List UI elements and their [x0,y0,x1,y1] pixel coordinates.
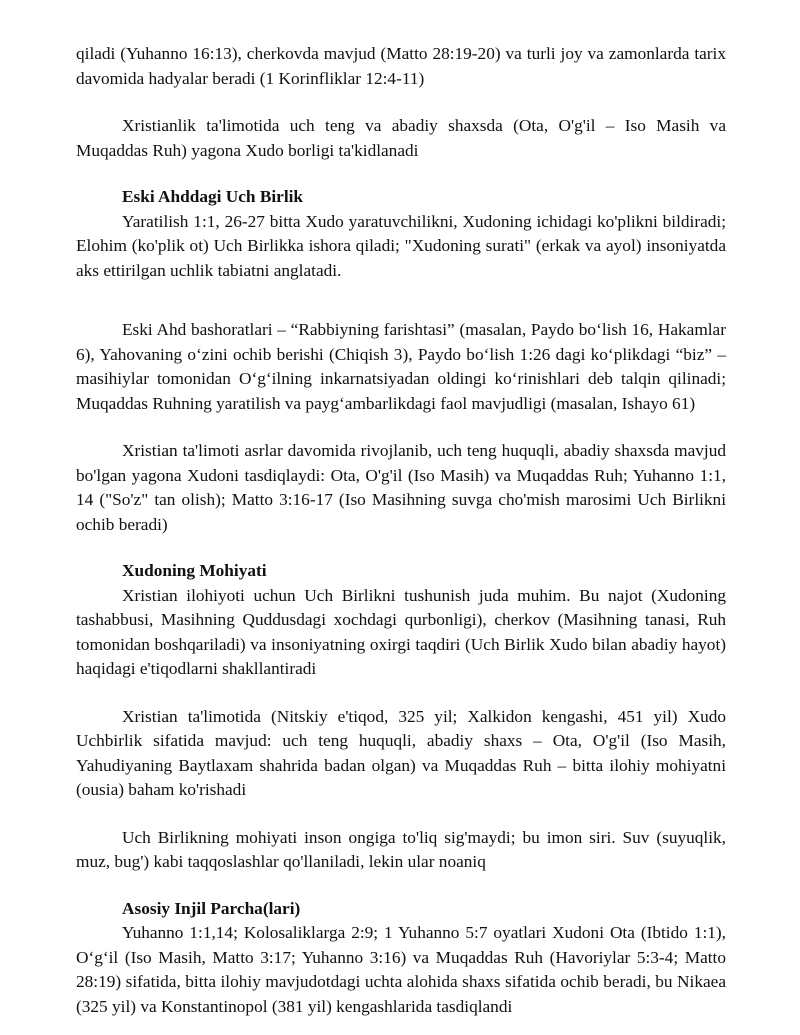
paragraph-theology: Xristian ilohiyoti uchun Uch Birlikni tushunish juda muhim. Bu najot (Xudoning tashabbusi, Masihning Quddusdagi xochdagi qurbonligi), cherkov (Masihning tanasi, Ruh tomonidan boshqariladi) va insoniyatning oxirgi taqdiri (Uch Birlik Xudo bilan abadiy hayot) haqidagi e'tiqodlarni shakllantiradi [76,585,726,678]
paragraph-mystery: Uch Birlikning mohiyati inson ongiga to'liq sig'maydi; bu imon siri. Suv (suyuqlik, muz, bug') kabi taqqoslashlar qo'llaniladi, lekin ular noaniq [76,827,726,871]
paragraph-continuation: qiladi (Yuhanno 16:13), cherkovda mavjud (Matto 28:19-20) va turli joy va zamonlarda tarix davomida hadyalar beradi (1 Korinfliklar 12:4-11) [76,44,726,88]
heading-old-testament-trinity: Eski Ahddagi Uch Birlik [122,187,304,206]
paragraph-nicene-creed: Xristian ta'limotida (Nitskiy e'tiqod, 325 yil; Xalkidon kengashi, 451 yil) Xudo Uchbirlik sifatida mavjud: uch teng huquqli, abadiy shaxs – Ota, O'g'il (Iso Masih, Yahudiyaning Baytlaxam shahrida badan olgan) va Muqaddas Ruh – bitta ilohiy mohiyatni (ousia) baham ko'rishadi [76,706,726,799]
heading-key-scriptures: Asosiy Injil Parcha(lari) [122,898,301,918]
document-page [76,42,726,1019]
paragraph-prophecies: Eski Ahd bashoratlari – “Rabbiyning farishtasi” (masalan, Paydo bo‘lish 16, Hakamlar 6), Yahovaning o‘zini ochib berishi (Chiqish 3), Paydo bo‘lish 1:26 dagi ko‘plikdagi “biz” – masihiylar tomonidan O‘g‘ilning inkarnatsiyadan oldingi ko‘rinishlari deb talqin qilinadi; Muqaddas Ruhning yaratilish va payg‘ambarlikdagi faol mavjudligi (masalan, Ishayo 61) [76,320,726,413]
paragraph-christian-doctrine: Xristian ta'limoti asrlar davomida rivojlanib, uch teng huquqli, abadiy shaxsda mavjud bo'lgan yagona Xudoni tasdiqlaydi: Ota, O'g'il (Iso Masih) va Muqaddas Ruh; Yuhanno 1:1, 14 ("So'z" tan olish); Matto 3:16-17 (Iso Masihning suvga cho'mish marosimi Uch Birlikni ochib beradi) [76,441,726,534]
paragraph-trinity-intro: Xristianlik ta'limotida uch teng va abadiy shaxsda (Ota, O'g'il – Iso Masih va Muqaddas Ruh) yagona Xudo borligi ta'kidlanadi [76,116,726,160]
paragraph-scriptures: Yuhanno 1:1,14; Kolosaliklarga 2:9; 1 Yuhanno 5:7 oyatlari Xudoni Ota (Ibtido 1:1), O‘g‘il (Iso Masih, Matto 3:17; Yuhanno 3:16) va Muqaddas Ruh (Havoriylar 5:3-4; Matto 28:19) sifatida, bitta ilohiy mavjudotdagi uchta alohida shaxs sifatida ochib beradi, bu Nikaea (325 yil) va Konstantinopol (381 yil) kengashlarida tasdiqlandi [76,923,726,1016]
heading-essence-of-god: Xudoning Mohiyati [122,561,267,580]
paragraph-genesis: Yaratilish 1:1, 26-27 bitta Xudo yaratuvchilikni, Xudoning ichidagi ko'plikni bildiradi; Elohim (ko'plik ot) Uch Birlikka ishora qiladi; "Xudoning surati" (erkak va ayol) insoniyatda aks ettirilgan uchlik tabiatni anglatadi. [76,211,726,280]
